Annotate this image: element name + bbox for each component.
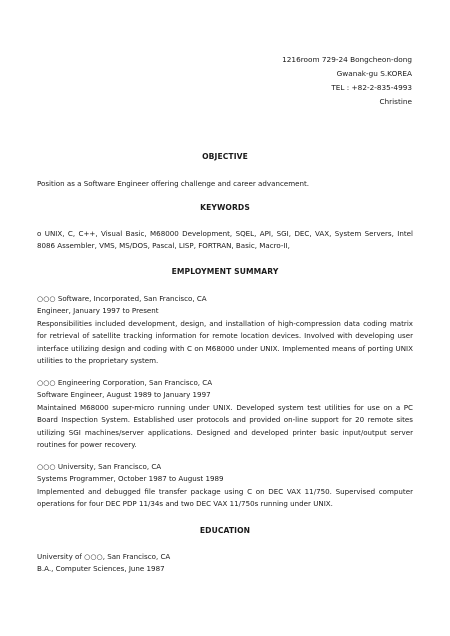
job-title: Software Engineer, August 1989 to January 1997 — [37, 390, 211, 400]
address-line-1: 1216room 729-24 Bongcheon-dong — [282, 55, 412, 64]
job-company: ○○○ Engineering Corporation, San Francisco, CA — [37, 378, 213, 387]
job-company: ○○○ University, San Francisco, CA — [37, 462, 162, 471]
education-degree: B.A., Computer Sciences, June 1987 — [37, 564, 165, 574]
job-description: Maintained M68000 super-micro running under UNIX. Developed system test utilities for use on a PC Board Inspection System. Established user protocols and provided on-line support for 20 remote sites utilizing SGI machines/server applications. Designed and developed printer basic input/output server routines for power recovery. — [37, 402, 413, 450]
phone-number: TEL : +82-2-835-4993 — [331, 83, 412, 92]
job-title: Engineer, January 1997 to Present — [37, 306, 159, 316]
address-line-2: Gwanak-gu S.KOREA — [336, 69, 412, 78]
objective-heading: OBJECTIVE — [202, 152, 248, 161]
contact-block — [282, 53, 412, 109]
job-entry-1 — [37, 293, 413, 367]
job-title: Systems Programmer, October 1987 to August 1989 — [37, 474, 224, 484]
keywords-text: o UNIX, C, C++, Visual Basic, M68000 Development, SQEL, API, SGI, DEC, VAX, System Servers, Intel 8086 Assembler, VMS, MS/DOS, Pascal, LISP, FORTRAN, Basic, Macro-II, — [37, 229, 413, 251]
job-entry-2 — [37, 377, 413, 451]
education-school: University of ○○○, San Francisco, CA — [37, 552, 171, 561]
job-description: Responsibilities included development, design, and installation of high-compression data coding matrix for retrieval of satellite tracking information for remote location devices. Involved with developing user interface utilizing design and coding with C on M68000 under UNIX. Implemented means of porting UNIX utilities to the proprietary system. — [37, 318, 413, 366]
applicant-name: Christine — [379, 97, 412, 106]
job-description: Implemented and debugged file transfer package using C on DEC VAX 11/750. Supervised computer operations for four DEC PDP 11/34s and two DEC VAX 11/750s running under UNIX. — [37, 486, 413, 509]
job-company: ○○○ Software, Incorporated, San Francisco, CA — [37, 294, 207, 303]
education-entry — [37, 551, 413, 576]
job-entry-3 — [37, 461, 413, 511]
objective-text: Position as a Software Engineer offering challenge and career advancement. — [37, 179, 310, 188]
keywords-heading: KEYWORDS — [200, 203, 250, 212]
education-heading: EDUCATION — [199, 526, 251, 535]
employment-heading: EMPLOYMENT SUMMARY — [171, 267, 279, 276]
